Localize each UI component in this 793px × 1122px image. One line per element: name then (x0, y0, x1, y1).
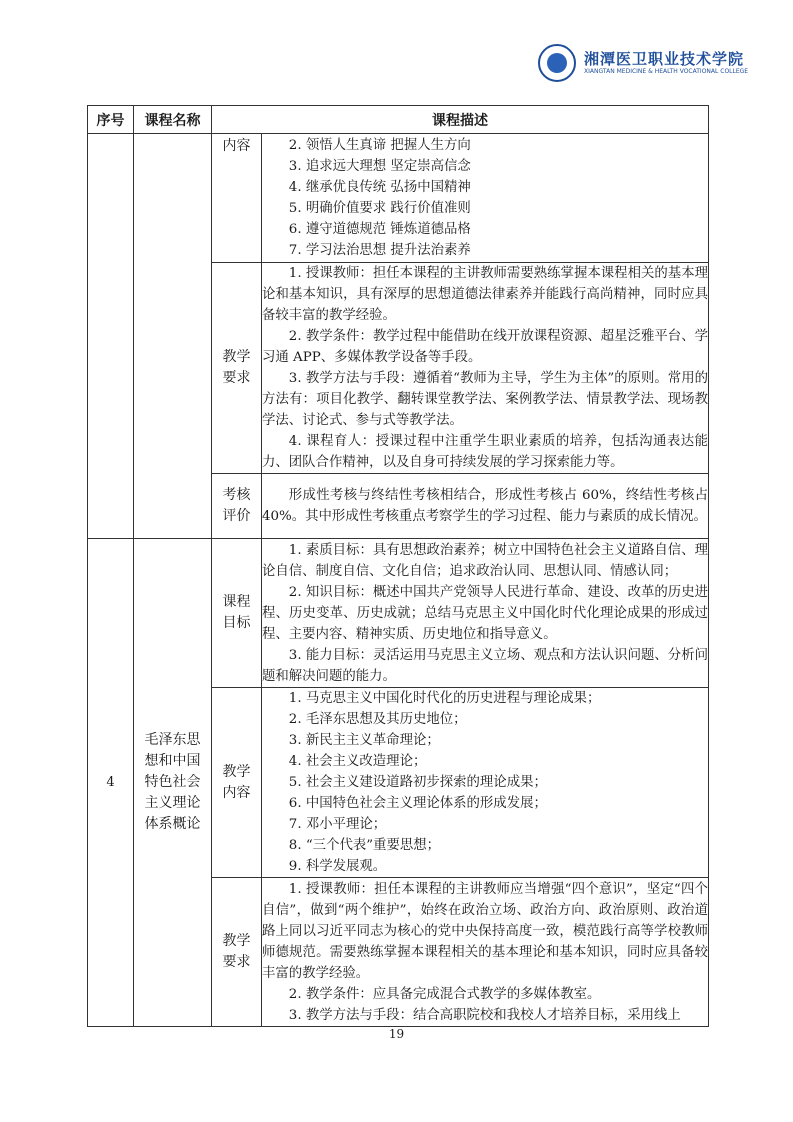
list-item: 7. 学习法治思想 提升法治素养 (288, 243, 471, 258)
table-header-row (88, 106, 709, 134)
paragraph: 3. 能力目标：灵活运用马克思主义立场、观点和方法认识问题、分析问题和解决问题的能力。 (262, 647, 708, 684)
seq-cell: 4 (88, 539, 134, 1027)
school-name-en: XIANGTAN MEDICINE & HEALTH VOCATIONAL COLLEGE (584, 68, 749, 75)
paragraph: 3. 教学方法与手段：遵循着“教师为主导，学生为主体”的原则。常用的方法有：项目化教学、翻转课堂教学法、案例教学法、情景教学法、现场教学法、讨论式、参与式等教学法。 (262, 371, 708, 428)
paragraph: 1. 授课教师：担任本课程的主讲教师需要熟练掌握本课程相关的基本理论和基本知识，具有深厚的思想道德法律素养并能践行高尚精神，同时应具备较丰富的教学经验。 (262, 266, 708, 323)
header-seq: 序号 (88, 106, 134, 134)
course-goals-text (262, 539, 709, 688)
list-item: 6. 遵守道德规范 锤炼道德品格 (288, 222, 471, 237)
course-table (87, 105, 709, 1027)
row-label-course-goals: 课程目标 (212, 539, 262, 688)
list-item: 3. 新民主主义革命理论； (288, 733, 440, 748)
list-item: 2. 领悟人生真谛 把握人生方向 (288, 138, 471, 153)
header-course-name: 课程名称 (134, 106, 212, 134)
course-name-cell: 毛泽东思想和中国特色社会主义理论体系概论 (134, 539, 212, 1027)
page-number: 19 (388, 1027, 405, 1041)
list-item: 7. 邓小平理论； (288, 817, 387, 832)
paragraph: 2. 教学条件：应具备完成混合式教学的多媒体教室。 (288, 986, 601, 1002)
school-name: 湘潭医卫职业技术学院 (584, 50, 745, 68)
paragraph: 2. 教学条件：教学过程中能借助在线开放课程资源、超星泛雅平台、学习通 APP、多媒体教学设备等手段。 (262, 329, 708, 365)
paragraph: 4. 课程育人：授课过程中注重学生职业素质的培养，包括沟通表达能力、团队合作精神，以及自身可持续发展的学习探索能力等。 (262, 434, 708, 470)
row-label-teaching-requirements: 教学要求 (212, 263, 262, 474)
list-item: 1. 马克思主义中国化时代化的历史进程与理论成果； (288, 691, 601, 706)
school-logo (538, 44, 758, 90)
school-emblem-icon (538, 44, 576, 82)
assessment-text (262, 474, 709, 539)
list-item: 8. “三个代表”重要思想； (288, 838, 441, 853)
paragraph: 1. 素质目标：具有思想政治素养；树立中国特色社会主义道路自信、理论自信、制度自信、文化自信；追求政治认同、思想认同、情感认同； (262, 542, 708, 579)
header-course-desc: 课程描述 (212, 106, 709, 134)
content-list (262, 134, 709, 263)
row-label-assessment: 考核评价 (212, 474, 262, 539)
list-item: 9. 科学发展观。 (288, 859, 387, 874)
list-item: 4. 社会主义改造理论； (288, 754, 427, 769)
list-item: 2. 毛泽东思想及其历史地位； (288, 712, 467, 727)
teaching-content-list (262, 688, 709, 878)
paragraph: 2. 知识目标：概述中国共产党领导人民进行革命、建设、改革的历史进程、历史变革、历史成就；总结马克思主义中国化时代化理论成果的形成过程、主要内容、精神实质、历史地位和指导意义。 (262, 584, 708, 642)
table-row (88, 539, 709, 688)
paragraph: 3. 教学方法与手段：结合高职院校和我校人才培养目标，采用线上 (288, 1007, 681, 1023)
list-item: 6. 中国特色社会主义理论体系的形成发展； (288, 796, 547, 811)
seq-cell-empty (88, 134, 134, 539)
paragraph: 1. 授课教师：担任本课程的主讲教师应当增强“四个意识”，坚定“四个自信”，做到“两个维护”，始终在政治立场、政治方向、政治原则、政治道路上同以习近平同志为核心的党中央保持高度一致，模范践行高等学校教师师德规范。需要熟练掌握本课程相关的基本理论和基本知识，同时应具备较丰富的教学经验。 (262, 881, 708, 981)
course-name-cell-empty (134, 134, 212, 539)
paragraph: 形成性考核与终结性考核相结合，形成性考核占 60%，终结性考核占 40%。其中形成性考核重点考察学生的学习过程、能力与素质的成长情况。 (262, 488, 708, 524)
teaching-requirements-text (262, 263, 709, 474)
list-item: 5. 明确价值要求 践行价值准则 (288, 201, 471, 216)
list-item: 3. 追求远大理想 坚定崇高信念 (288, 159, 471, 174)
teaching-requirements-text (262, 878, 709, 1027)
row-label-teaching-content: 教学内容 (212, 688, 262, 878)
row-label-content: 内容 (212, 134, 262, 263)
table-row (88, 134, 709, 263)
list-item: 5. 社会主义建设道路初步探索的理论成果； (288, 775, 547, 790)
list-item: 4. 继承优良传统 弘扬中国精神 (288, 180, 471, 195)
row-label-teaching-requirements: 教学要求 (212, 878, 262, 1027)
